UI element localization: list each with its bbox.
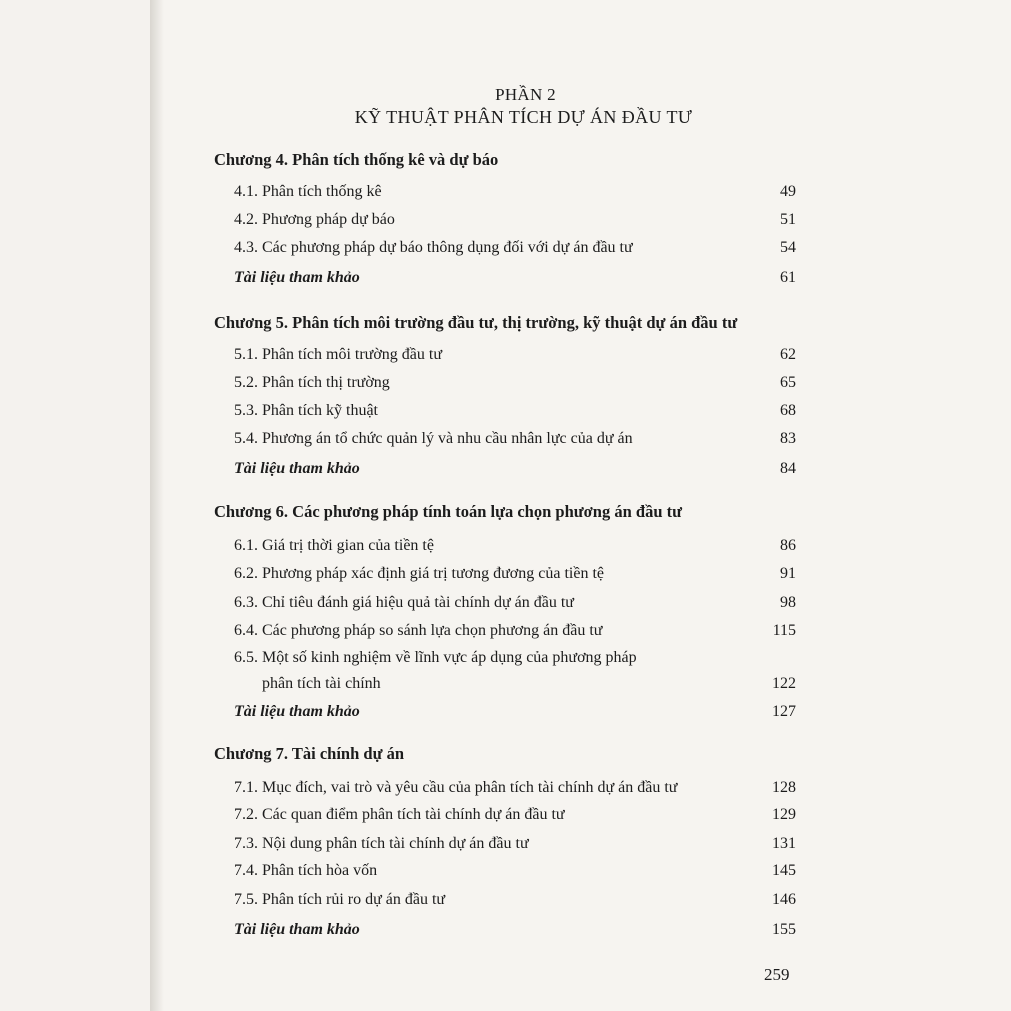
chapter-6-title: Chương 6. Các phương pháp tính toán lựa chọn phương án đầu tư [214,502,683,521]
toc-entry: 5.1. Phân tích môi trường đầu tư 62 [234,346,796,363]
toc-entry: 7.3. Nội dung phân tích tài chính dự án đầu tư 131 [234,835,796,852]
toc-entry: 6.5. Một số kinh nghiệm về lĩnh vực áp dụng của phương pháp phân tích tài chính 122 [234,649,796,692]
page-gutter-shadow [150,0,164,1011]
chapter-7-title: Chương 7. Tài chính dự án [214,744,405,763]
part-title: KỸ THUẬT PHÂN TÍCH DỰ ÁN ĐẦU TƯ [354,107,693,127]
toc-entry: 6.2. Phương pháp xác định giá trị tương đương của tiền tệ 91 [234,565,796,582]
toc-entry: 5.4. Phương án tổ chức quản lý và nhu cầu nhân lực của dự án 83 [234,430,796,447]
toc-entry: 5.2. Phân tích thị trường 65 [234,374,796,391]
part-label: PHẦN 2 [495,85,556,104]
toc-entry: 4.1. Phân tích thống kê 49 [234,183,796,200]
toc-entry: 5.3. Phân tích kỹ thuật 68 [234,402,796,419]
toc-entry: 7.5. Phân tích rủi ro dự án đầu tư 146 [234,891,796,908]
toc-entry: 6.3. Chỉ tiêu đánh giá hiệu quả tài chính dự án đầu tư 98 [234,594,796,611]
chapter-4-title: Chương 4. Phân tích thống kê và dự báo [214,150,499,169]
page-number: 259 [764,965,790,984]
toc-entry: 6.1. Giá trị thời gian của tiền tệ 86 [234,537,796,554]
toc-entry: 7.2. Các quan điểm phân tích tài chính dự án đầu tư 129 [234,806,796,823]
toc-entry: 7.1. Mục đích, vai trò và yêu cầu của phân tích tài chính dự án đầu tư 128 [234,779,796,796]
chapter-5-title: Chương 5. Phân tích môi trường đầu tư, thị trường, kỹ thuật dự án đầu tư [214,313,738,332]
toc-entry-references: Tài liệu tham khảo 61 [234,269,796,286]
toc-entry-references: Tài liệu tham khảo 127 [234,703,796,720]
toc-entry: 4.3. Các phương pháp dự báo thông dụng đối với dự án đầu tư 54 [234,239,796,256]
toc-entry-references: Tài liệu tham khảo 155 [234,921,796,938]
toc-entry: 6.4. Các phương pháp so sánh lựa chọn phương án đầu tư 115 [234,622,796,639]
toc-entry: 7.4. Phân tích hòa vốn 145 [234,862,796,879]
toc-entry: 4.2. Phương pháp dự báo 51 [234,211,796,228]
toc-entry-references: Tài liệu tham khảo 84 [234,460,796,477]
